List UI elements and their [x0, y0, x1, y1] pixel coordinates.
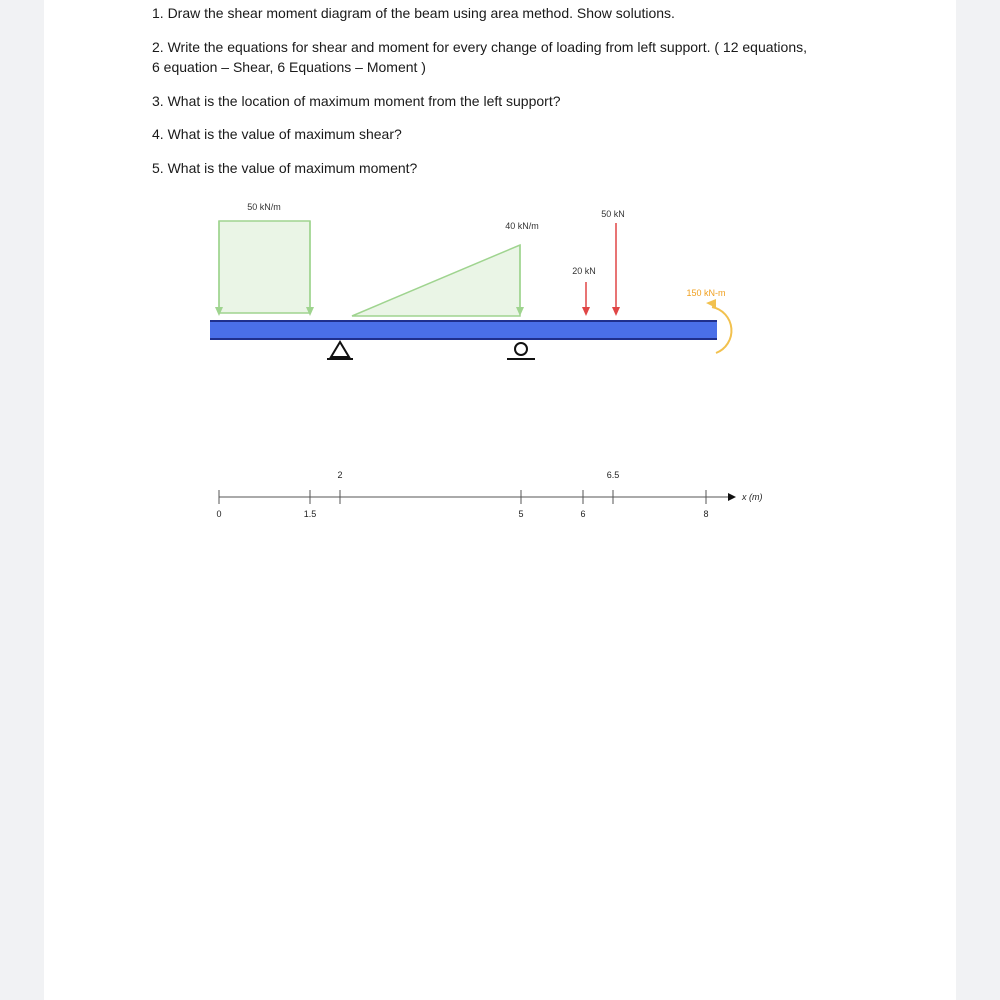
point-load-50kn-label: 50 kN [601, 209, 625, 219]
question-3: 3. What is the location of maximum moment from the left support? [152, 93, 561, 109]
point-load-20kn-label: 20 kN [572, 266, 596, 276]
beam-diagram [44, 0, 956, 540]
question-5: 5. What is the value of maximum moment? [152, 160, 418, 176]
question-2: 2. Write the equations for shear and moment for every change of loading from left support. ( 12 equations, 6 equation – Shear, 6 Equations – Moment ) [152, 39, 807, 75]
udl-label: 50 kN/m [247, 202, 281, 212]
point-load-50kn [612, 223, 620, 316]
roller-support-icon [507, 343, 535, 359]
document-page [44, 0, 956, 1000]
beam [210, 321, 717, 339]
axis-tick-5: 5 [518, 509, 524, 519]
triangular-load [352, 245, 524, 316]
axis-tick-6-5: 6.5 [606, 470, 620, 480]
axis-tick-0: 0 [216, 509, 222, 519]
triangular-load-label: 40 kN/m [505, 221, 539, 231]
question-4: 4. What is the value of maximum shear? [152, 126, 402, 142]
point-load-20kn [582, 282, 590, 316]
udl-load [215, 221, 314, 316]
question-1: 1. Draw the shear moment diagram of the beam using area method. Show solutions. [152, 5, 675, 21]
axis-tick-1-5: 1.5 [303, 509, 317, 519]
pin-support-icon [327, 342, 353, 359]
dimension-axis [219, 490, 736, 504]
axis-tick-6: 6 [580, 509, 586, 519]
axis-tick-8: 8 [703, 509, 709, 519]
moment-load-label: 150 kN-m [686, 288, 726, 298]
axis-tick-2: 2 [337, 470, 343, 480]
axis-label: x (m) [742, 492, 763, 502]
